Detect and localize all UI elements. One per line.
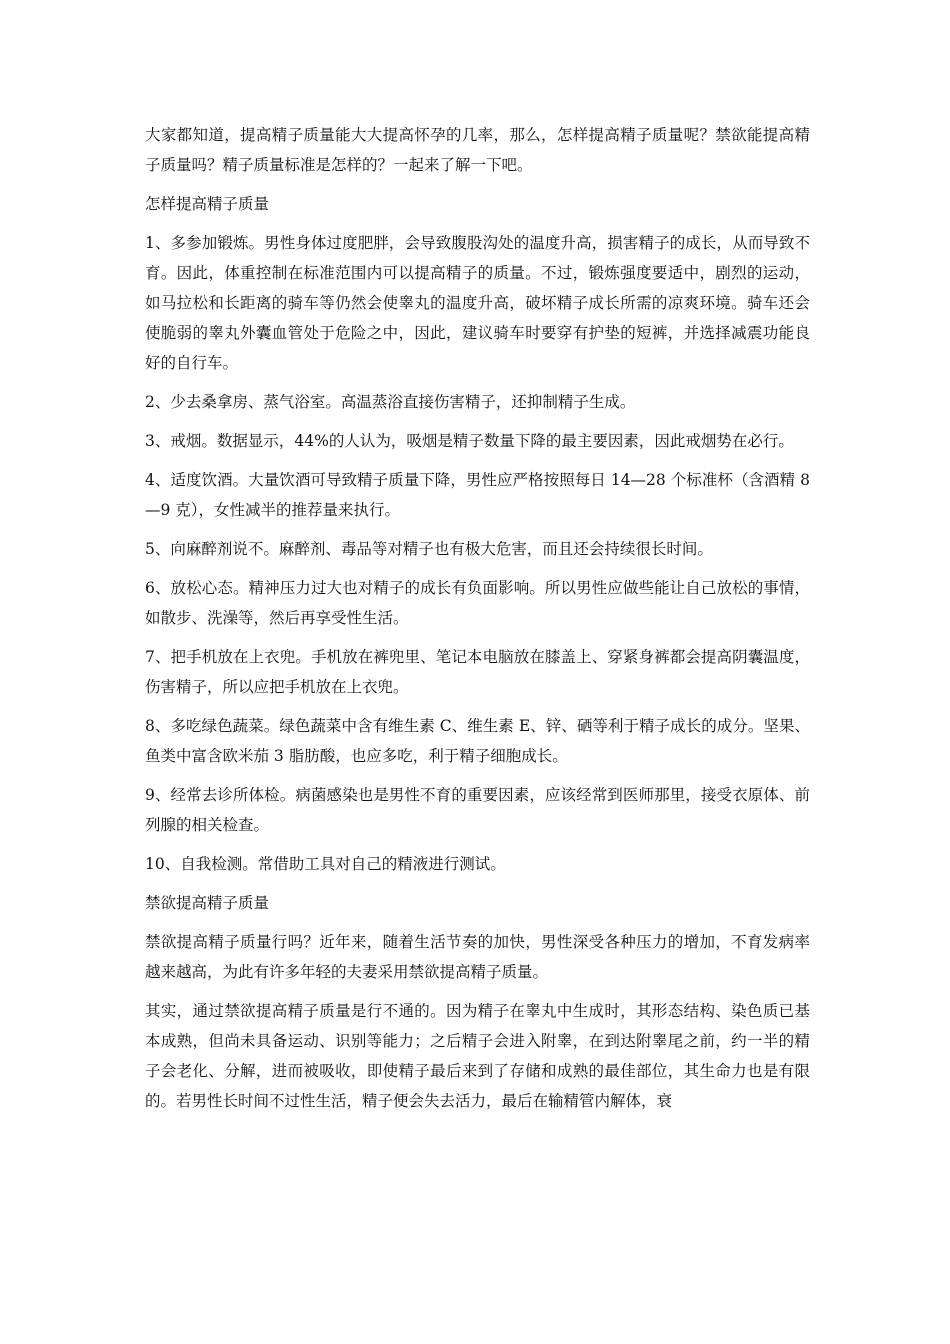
intro-paragraph: 大家都知道，提高精子质量能大大提高怀孕的几率，那么，怎样提高精子质量呢？禁欲能提高精子质量吗？精子质量标准是怎样的？一起来了解一下吧。 xyxy=(145,126,810,174)
list-item: 4、适度饮酒。大量饮酒可导致精子质量下降，男性应严格按照每日 14—28 个标准杯（含酒精 8—9 克），女性减半的推荐量来执行。 xyxy=(145,471,810,519)
document-body xyxy=(145,120,810,1125)
list-item: 8、多吃绿色蔬菜。绿色蔬菜中含有维生素 C、维生素 E、锌、硒等利于精子成长的成分。坚果、鱼类中富含欧米茄 3 脂肪酸，也应多吃，利于精子细胞成长。 xyxy=(145,717,810,765)
list-item: 9、经常去诊所体检。病菌感染也是男性不育的重要因素，应该经常到医师那里，接受衣原体、前列腺的相关检查。 xyxy=(145,786,810,834)
body-paragraph: 禁欲提高精子质量行吗？近年来，随着生活节奏的加快，男性深受各种压力的增加，不育发病率越来越高，为此有许多年轻的夫妻采用禁欲提高精子质量。 xyxy=(145,933,810,981)
list-item: 1、多参加锻炼。男性身体过度肥胖，会导致腹股沟处的温度升高，损害精子的成长，从而导致不育。因此，体重控制在标准范围内可以提高精子的质量。不过，锻炼强度要适中，剧烈的运动，如马拉松和长距离的骑车等仍然会使睾丸的温度升高，破坏精子成长所需的凉爽环境。骑车还会使脆弱的睾丸外囊血管处于危险之中，因此，建议骑车时要穿有护垫的短裤，并选择减震功能良好的自行车。 xyxy=(145,234,810,372)
section-heading-abstinence: 禁欲提高精子质量 xyxy=(145,894,270,912)
body-paragraph: 其实，通过禁欲提高精子质量是行不通的。因为精子在睾丸中生成时，其形态结构、染色质已基本成熟，但尚未具备运动、识别等能力；之后精子会进入附睾，在到达附睾尾之前，约一半的精子会老化、分解，进而被吸收，即使精子最后来到了存储和成熟的最佳部位，其生命力也是有限的。若男性长时间不过性生活，精子便会失去活力，最后在输精管内解体，衰 xyxy=(145,1002,810,1110)
list-item: 10、自我检测。常借助工具对自己的精液进行测试。 xyxy=(145,855,506,873)
list-item: 2、少去桑拿房、蒸气浴室。高温蒸浴直接伤害精子，还抑制精子生成。 xyxy=(145,393,636,411)
list-item: 3、戒烟。数据显示，44%的人认为，吸烟是精子数量下降的最主要因素，因此戒烟势在必行。 xyxy=(145,432,794,450)
list-item: 5、向麻醉剂说不。麻醉剂、毒品等对精子也有极大危害，而且还会持续很长时间。 xyxy=(145,540,713,558)
list-item: 6、放松心态。精神压力过大也对精子的成长有负面影响。所以男性应做些能让自己放松的事情，如散步、洗澡等，然后再享受性生活。 xyxy=(145,579,810,627)
section-heading-improve: 怎样提高精子质量 xyxy=(145,195,270,213)
list-item: 7、把手机放在上衣兜。手机放在裤兜里、笔记本电脑放在膝盖上、穿紧身裤都会提高阴囊温度，伤害精子，所以应把手机放在上衣兜。 xyxy=(145,648,810,696)
